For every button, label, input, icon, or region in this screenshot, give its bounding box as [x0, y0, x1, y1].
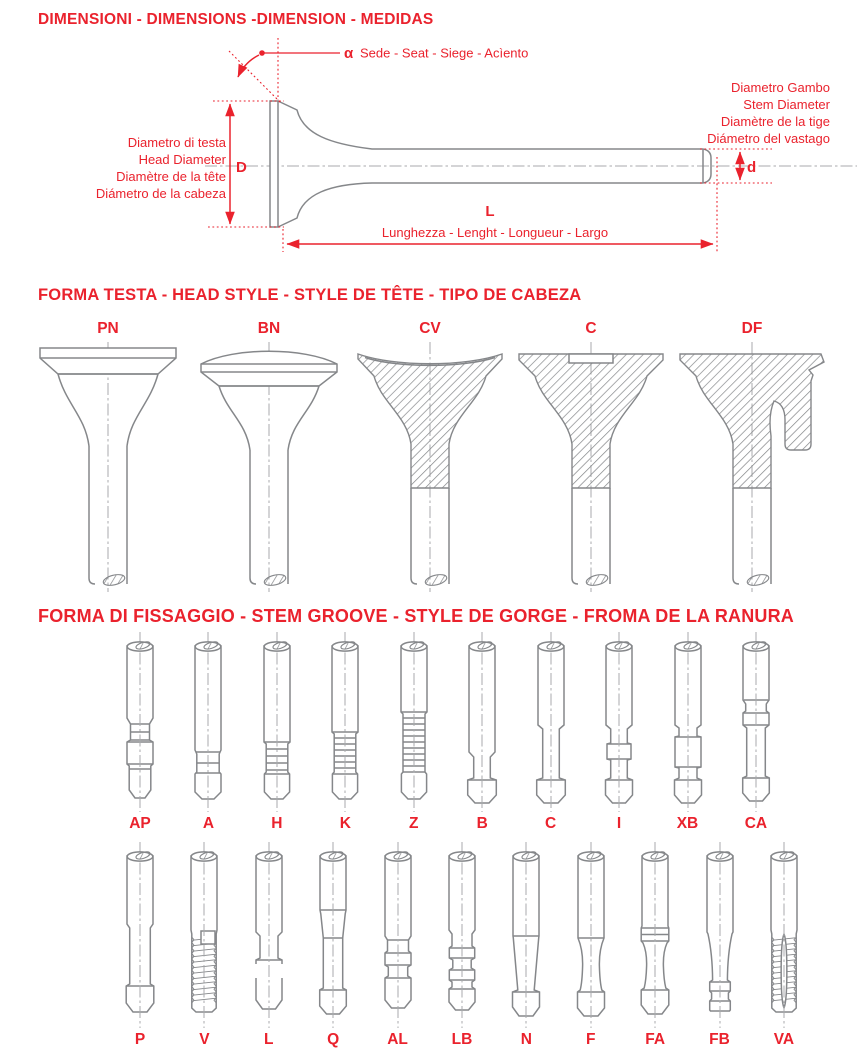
valve-head-drawing [350, 342, 510, 592]
stem-groove-item [317, 632, 373, 834]
head-diameter-symbol: D [236, 159, 247, 176]
stem-groove-item [523, 632, 579, 834]
stem-groove-code: Q [327, 1031, 340, 1048]
stem-groove-item [241, 842, 297, 1050]
stem-groove-item [370, 842, 426, 1050]
stem-diameter-label-line3: Diamètre de la tige [720, 114, 830, 129]
valve-stem-drawing [660, 632, 716, 812]
stem-groove-code: B [476, 815, 488, 832]
valve-head-drawing [28, 342, 188, 592]
valve-stem-drawing [756, 842, 812, 1028]
stem-grooves-section-title: FORMA DI FISSAGGIO - STEM GROOVE - STYLE DE GORGE - FROMA DE LA RANURA [38, 606, 795, 626]
stem-groove-item [249, 632, 305, 834]
stem-groove-code: C [545, 815, 557, 832]
valve-head-drawing [672, 342, 832, 592]
stem-groove-item [434, 842, 490, 1050]
stem-groove-code: FA [645, 1031, 666, 1048]
seat-label: Sede - Seat - Siege - Acìento [360, 45, 529, 61]
valve-stem-drawing [176, 842, 232, 1028]
stem-groove-item [386, 632, 442, 834]
head-styles-row [28, 320, 832, 592]
head-diameter-label-line3: Diamètre de la tête [116, 169, 226, 184]
valve-stem-drawing [249, 632, 305, 812]
stem-diameter-label-line2: Stem Diameter [743, 97, 830, 112]
valve-stem-drawing [454, 632, 510, 812]
stem-groove-code: I [616, 815, 622, 832]
stem-groove-item [692, 842, 748, 1050]
stem-groove-item [180, 632, 236, 834]
valve-stem-drawing [370, 842, 426, 1028]
valve-stem-drawing [305, 842, 361, 1028]
stem-groove-code: Z [409, 815, 419, 832]
valve-stem-drawing [627, 842, 683, 1028]
valve-head-face [270, 101, 278, 227]
stem-groove-item [176, 842, 232, 1050]
stem-groove-item [454, 632, 510, 834]
head-style-code: C [585, 320, 597, 337]
stem-grooves-row-2 [112, 842, 812, 1050]
stem-groove-code: FB [709, 1031, 730, 1048]
head-styles-section-title: FORMA TESTA - HEAD STYLE - STYLE DE TÊTE - TIPO DE CABEZA [38, 286, 582, 304]
head-diameter-label-line1: Diametro di testa [127, 135, 226, 150]
valve-stem-drawing [523, 632, 579, 812]
head-diameter-label-line2: Head Diameter [138, 152, 226, 167]
stem-groove-item [563, 842, 619, 1050]
valve-stem-drawing [112, 632, 168, 812]
stem-groove-code: A [202, 815, 215, 832]
stem-groove-item [591, 632, 647, 834]
stem-groove-item [112, 842, 168, 1050]
stem-diameter-symbol: d [747, 159, 757, 176]
valve-stem-drawing [434, 842, 490, 1028]
stem-diameter-label-line1: Diametro Gambo [731, 80, 830, 95]
stem-groove-code: F [586, 1031, 596, 1048]
valve-stem-drawing [692, 842, 748, 1028]
valve-upper-profile [278, 101, 703, 149]
stem-groove-code: P [134, 1031, 146, 1048]
stem-groove-code: CA [744, 815, 768, 832]
head-style-item [672, 320, 832, 592]
length-symbol: L [485, 203, 495, 220]
dimensions-section-title: DIMENSIONI - DIMENSIONS -DIMENSION - MEDIDAS [38, 11, 434, 28]
stem-groove-code: K [339, 815, 351, 832]
head-style-item [28, 320, 188, 592]
stem-groove-code: AL [387, 1031, 408, 1048]
head-style-item [350, 320, 510, 592]
stem-groove-code: H [271, 815, 283, 832]
stem-groove-code: VA [773, 1031, 795, 1048]
stem-groove-code: XB [676, 815, 699, 832]
head-style-code: PN [97, 320, 119, 337]
stem-groove-item [498, 842, 554, 1050]
stem-groove-item [627, 842, 683, 1050]
head-style-item [511, 320, 671, 592]
head-style-item [189, 320, 349, 592]
valve-stem-drawing [386, 632, 442, 812]
valve-stem-drawing [563, 842, 619, 1028]
stem-diameter-label-line4: Diámetro del vastago [707, 131, 830, 146]
stem-groove-item [660, 632, 716, 834]
stem-groove-item [112, 632, 168, 834]
valve-stem-drawing [728, 632, 784, 812]
head-style-code: BN [257, 320, 281, 337]
valve-stem-drawing [112, 842, 168, 1028]
stem-groove-item [728, 632, 784, 834]
length-label: Lunghezza - Lenght - Longueur - Largo [381, 225, 609, 240]
stem-groove-code: N [520, 1031, 532, 1048]
stem-groove-item [305, 842, 361, 1050]
valve-stem-drawing [317, 632, 373, 812]
head-style-code: CV [419, 320, 441, 337]
head-style-code: DF [741, 320, 763, 337]
stem-groove-item [756, 842, 812, 1050]
stem-groove-code: LB [451, 1031, 473, 1048]
valve-stem-drawing [180, 632, 236, 812]
alpha-symbol: α [344, 45, 354, 62]
head-diameter-label-line4: Diámetro de la cabeza [95, 186, 226, 201]
valve-dimension-diagram [0, 30, 860, 265]
valve-stem-drawing [498, 842, 554, 1028]
stem-groove-code: AP [129, 815, 151, 832]
stem-groove-code: L [264, 1031, 274, 1048]
seat-angle-arc [238, 55, 259, 77]
valve-stem-drawing [591, 632, 647, 812]
stem-grooves-row-1 [112, 632, 784, 834]
valve-head-drawing [511, 342, 671, 592]
valve-stem-drawing [241, 842, 297, 1028]
stem-groove-code: V [199, 1031, 210, 1048]
valve-head-drawing [189, 342, 349, 592]
